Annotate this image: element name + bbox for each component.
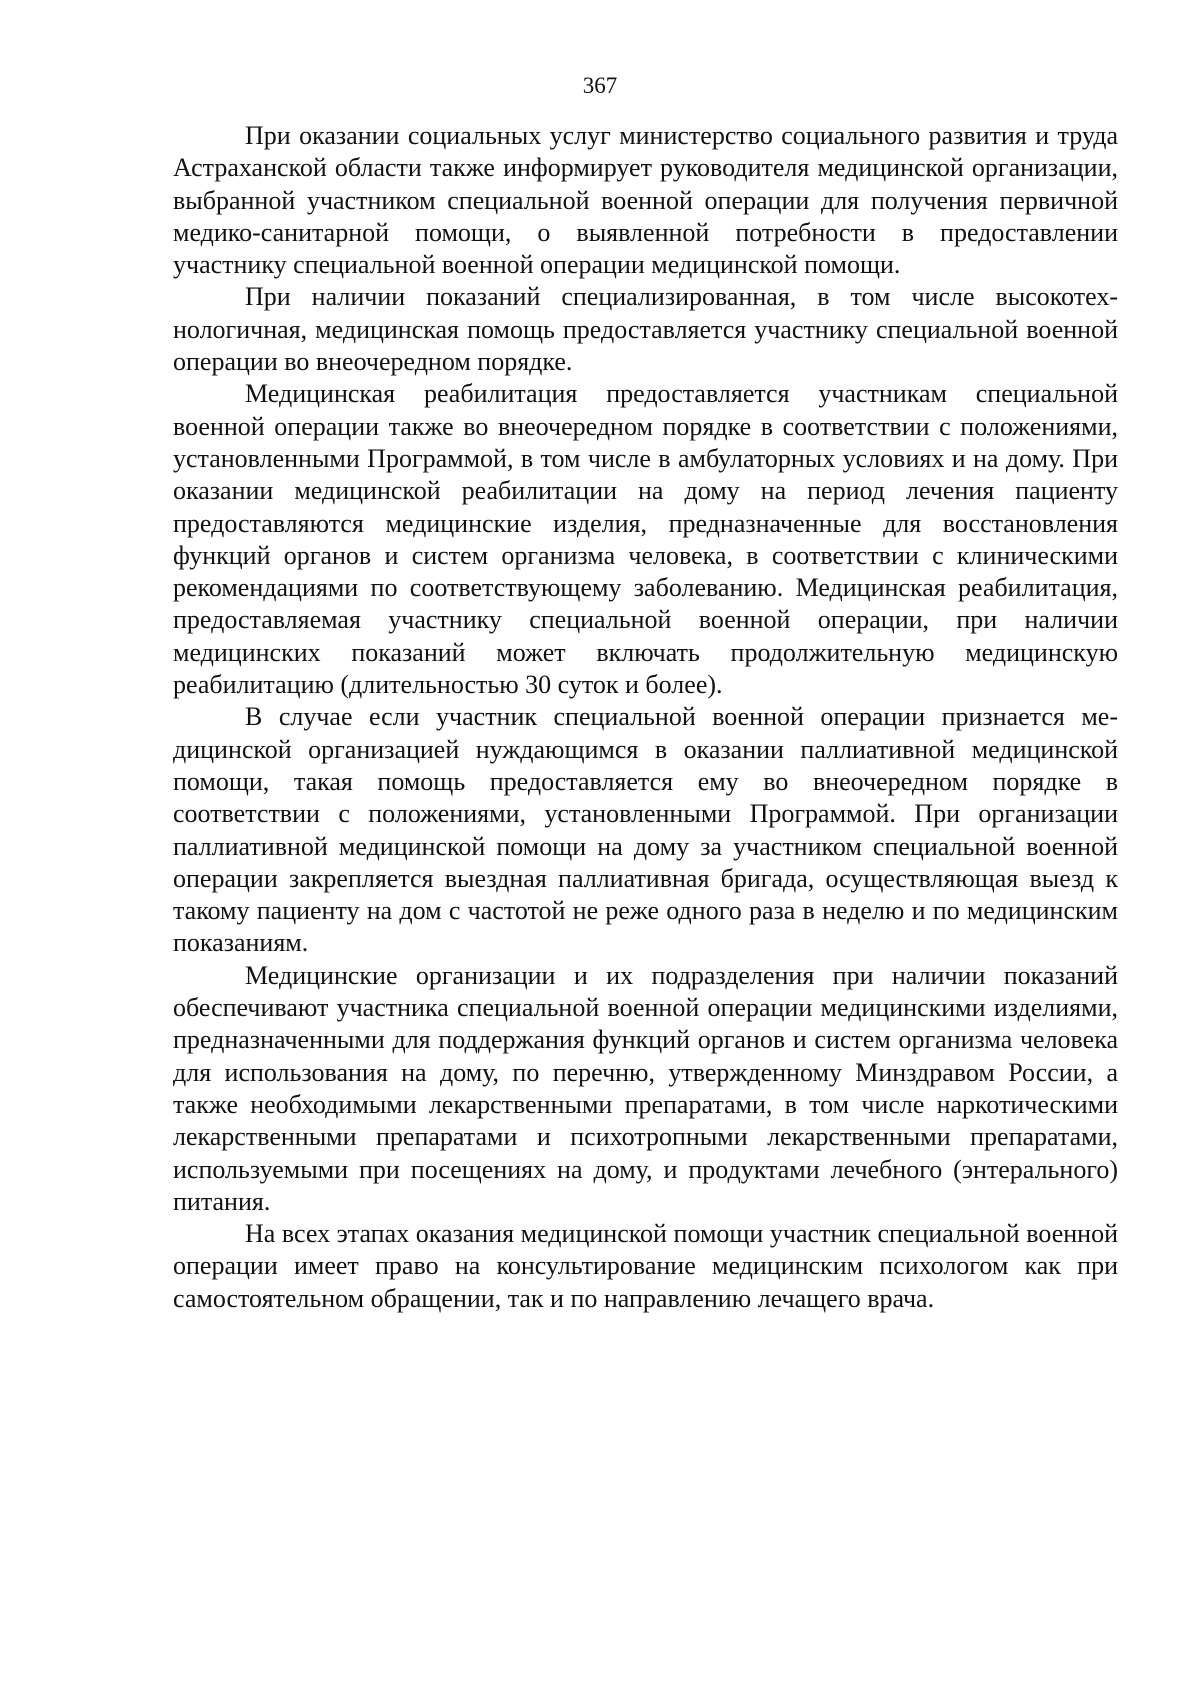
paragraph-medical-devices: Медицинские организации и их подразделения при наличии показаний обеспечивают участника специальной военной операции медицинскими изделиями, предназначенными для поддержания функций органов и систем организма человека для использования на дому, по перечню, утвержденному Минздравом России, а также необходимыми лекарственными препаратами, в том числе наркотическими лекарственными препаратами и психотропными лекарственными препаратами, используемыми при посещениях на дому, и продуктами лечебного (энтерального) питания.	[173, 960, 1118, 1216]
paragraph-social-services: При оказании социальных услуг министерство социального развития и труда Астраханской области также информирует руководителя медицинской организации, выбранной участником специальной военной операции для получения первичной медико-санитарной помощи, о выявленной потребности в предоставлении участнику специальной военной операции медицинской помощи.	[173, 121, 1118, 280]
paragraph-rehabilitation: Медицинская реабилитация предоставляется участникам специальной военной операции также во внеочередном порядке в соответствии с положениями, установленными Программой, в том числе в амбулаторных условиях и на дому. При оказании медицинской реабилитации на дому на период лечения пациенту предоставляются медицинские изделия, предназначенные для восстановления функций органов и систем организма человека, в соответствии с клиническими рекомендациями по соответствующему заболеванию. Медицинская реабилитация, предоставляемая участнику специальной военной операции, при наличии медицинских показаний может включать продолжительную медицинскую реабилитацию (длительностью 30 суток и более).	[173, 379, 1118, 700]
paragraph-psychologist: На всех этапах оказания медицинской помощи участник специальной военной операции имеет право на консультирование медицинским психологом как при самостоятельном обращении, так и по направлению лечащего врача.	[173, 1219, 1118, 1313]
document-body	[173, 120, 1118, 1315]
paragraph-palliative-care: В случае если участник специальной военной операции признается медицинской организацией нуждающимся в оказании паллиативной медицинской помощи, такая помощь предоставляется ему во внеочередном порядке в соответствии с положениями, установленными Программой. При организации паллиативной медицинской помощи на дому за участником специальной военной операции закрепляется выездная паллиативная бригада, осуществляющая выезд к такому пациенту на дом с частотой не реже одного раза в неделю и по медицинским показаниям.	[173, 702, 1118, 958]
page-number: 367	[582, 73, 618, 98]
paragraph-specialized-care: При наличии показаний специализированная, в том числе высокотехнологичная, медицинская помощь предоставляется участнику специальной военной операции во внеочередном порядке.	[173, 282, 1118, 377]
